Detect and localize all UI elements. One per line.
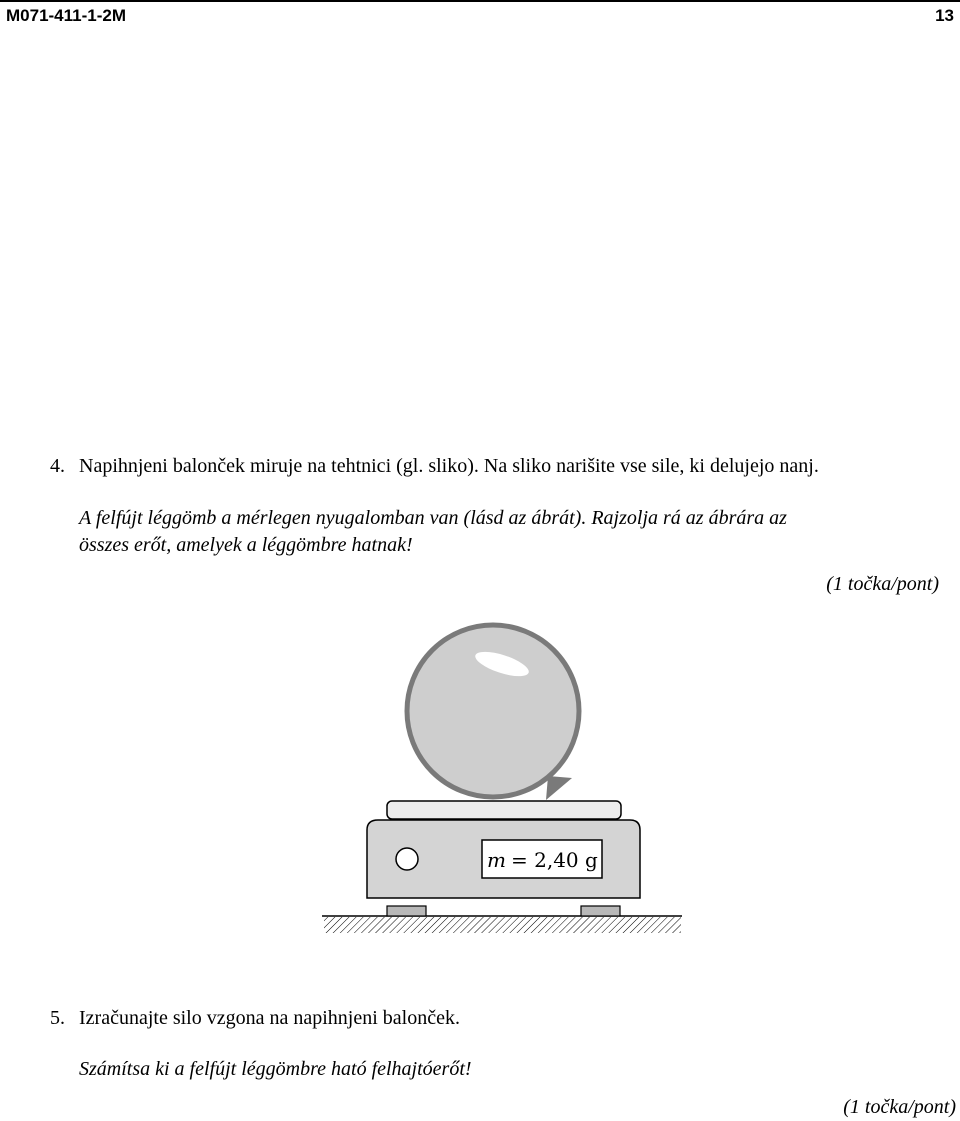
question-4-number: 4. [50,455,65,477]
ground-hatching [324,917,681,933]
display-mass-symbol: m [487,848,506,872]
balloon-knot [546,776,572,800]
question-5-hungarian: Számítsa ki a felfújt léggömbre ható felhajtóerőt! [79,1058,472,1080]
question-4-points: (1 točka/pont) [826,573,939,595]
scale-button [396,848,418,870]
exam-code: M071-411-1-2M [6,6,127,25]
page-number: 13 [935,6,954,25]
question-4-hungarian-line2: összes erőt, amelyek a léggömbre hatnak! [79,534,413,556]
question-4-slovenian: Napihnjeni balonček miruje na tehtnici (gl. sliko). Na sliko narišite vse sile, ki delujejo nanj. [79,455,819,477]
question-5-slovenian: Izračunajte silo vzgona na napihnjeni balonček. [79,1007,460,1029]
question-4-hungarian-line1: A felfújt léggömb a mérlegen nyugalomban van (lásd az ábrát). Rajzolja rá az ábrára az [79,507,787,529]
scale-pan [387,801,621,819]
scale-foot-right [581,906,620,916]
balloon [407,625,579,797]
display-mass-value: = 2,40 g [511,848,598,872]
question-5-number: 5. [50,1007,65,1029]
question-5-points: (1 točka/pont) [843,1096,956,1118]
scale-foot-left [387,906,426,916]
